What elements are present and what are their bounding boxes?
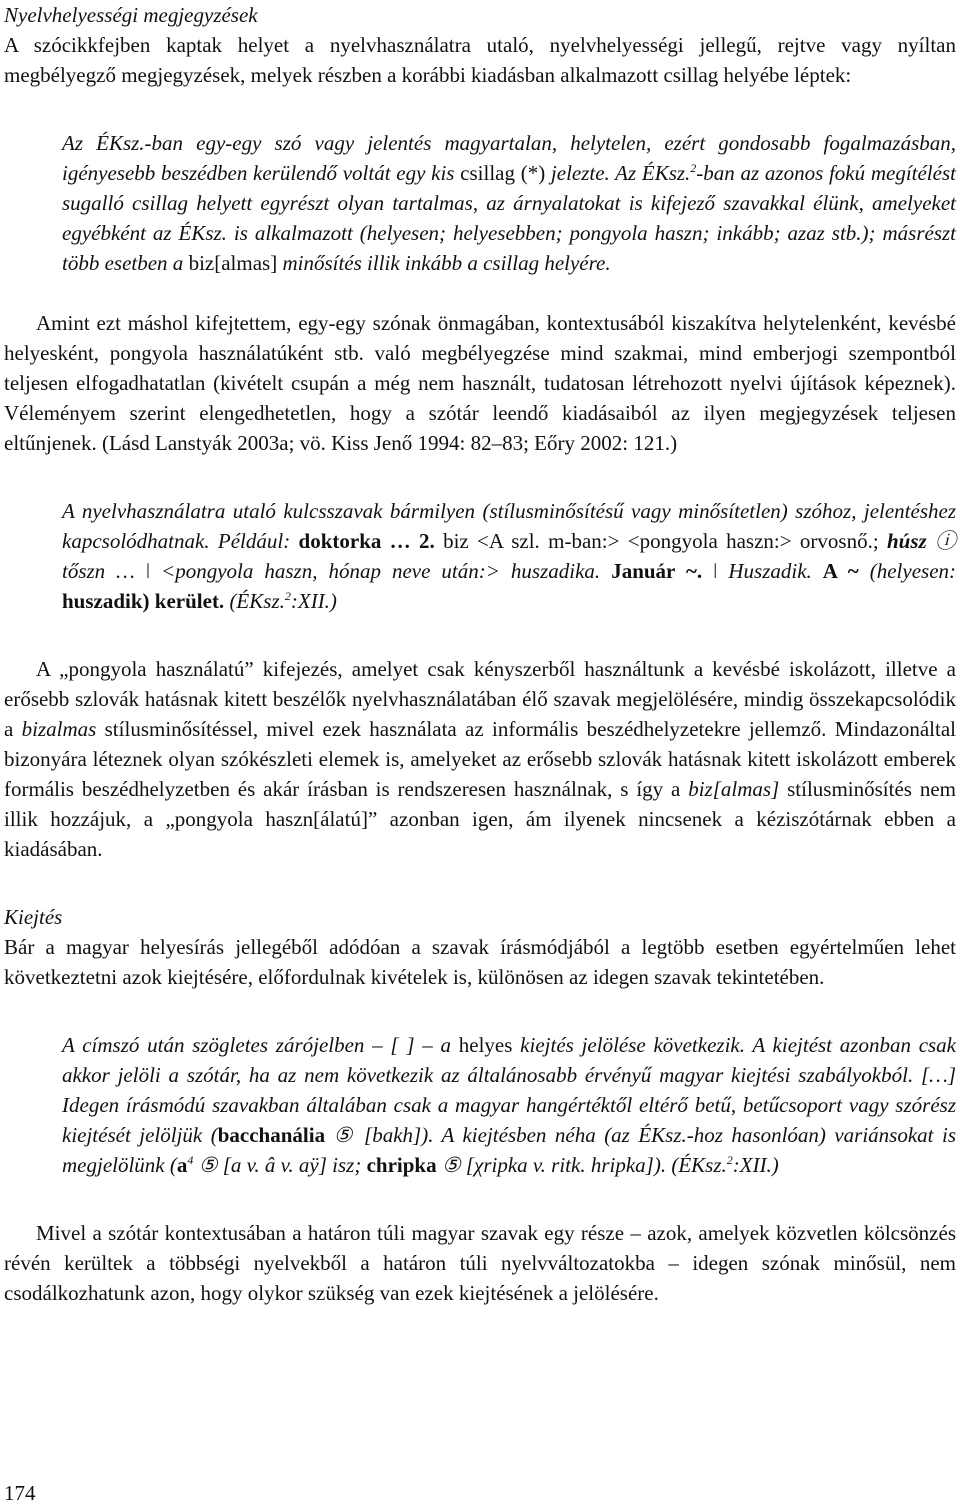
section-heading-kiejtes: Kiejtés — [4, 905, 63, 929]
paragraph-text: A „pongyola használatú” kifejezés, amelyet csak kényszerből használtunk a kevésbé iskolázott, illetve a erősebb szlovák hatásnak kitett beszélők nyelvhasználatában élő szavak megjelölésére, mindig összekapcsolódik a — [4, 657, 956, 741]
quote-text: ⑤ [χripka v. ritk. hripka]). (ÉKsz. — [436, 1153, 727, 1177]
headword-bold: chripka — [366, 1153, 437, 1177]
headword-bold: Január ~. — [611, 559, 703, 583]
quote-text-upright: biz <A szl. m-ban:> <pongyola haszn:> orvosnő.; — [434, 529, 887, 553]
quote-text: (ÉKsz. — [224, 589, 285, 613]
quote-text: :XII.) — [290, 589, 337, 613]
quote-text: -ban az azonos fokú megítélést sugalló csillag helyett egyrészt olyan tartalmas, az árnyalatokat is kifejező szavakkal élünk, amelyeket egyébként az ÉKsz. is alkalmazott (helyesen; helyesebben; pongyola haszn; inkább; azaz stb.); másrészt több esetben a — [62, 161, 956, 275]
quote-text: (helyesen: — [858, 559, 957, 583]
quote-text: :XII.) — [732, 1153, 779, 1177]
paragraph-kiejtes-intro: Bár a magyar helyesírás jellegéből adódóan a szavak írásmódjából a legtöbb esetben egyértelműen lehet következtetni azok kiejtésére, előfordulnak kivételek is, különösen az idegen szavak tekintetében. — [4, 935, 956, 989]
paragraph-text: stílusminősítéssel, mivel ezek használata az informális beszédhelyzetekre jellemző. Mindazonáltal bizonyára léteznek olyan szókészleti elemek is, amelyeket az erősebb szlovák hatásnak kitett iskolázott emberek formális beszédhelyzetben és akár írásban is rendszeresen használnak, s így a — [4, 717, 956, 801]
paragraph-text-italic: bizalmas — [21, 717, 97, 741]
paragraph-intro: A szócikkfejben kaptak helyet a nyelvhasználatra utaló, nyelvhelyességi jellegű, rejtve vagy nyíltan megbélyegző megjegyzések, melyek részben a korábbi kiadásban alkalmazott csillag helyébe léptek: — [4, 33, 956, 87]
quote-text: ⓘ tőszn … ǀ <pongyola haszn, hónap neve után:> huszadika. — [62, 529, 957, 583]
superscript: 2 — [726, 1153, 733, 1167]
paragraph-pongyola — [4, 654, 956, 864]
quote-text: kiejtés jelölése következik. A kiejtést azonban csak akkor jelöli a szótár, ha az nem következik az általánosabb érvényű magyar kiejtési szabályokból. […] Idegen írásmódú szavakban általában csak a magyar hangértéktől eltérő betű, betűcsoport vagy szórész kiejtését jelöljük ( — [62, 1033, 957, 1147]
paragraph-text-italic: biz[almas] — [688, 777, 780, 801]
superscript: 2 — [284, 589, 291, 603]
quote-text: Az ÉKsz.-ban egy-egy szó vagy jelentés magyartalan, helytelen, ezért gondosabb fogalmazásban, igényesebb beszédben kerülendő voltát egy kis — [62, 131, 956, 185]
quote-text: ǀ Huszadik. — [702, 559, 823, 583]
paragraph-mivel: Mivel a szótár kontextusában a határon túli magyar szavak egy része – azok, amelyek közvetlen kölcsönzés révén kerültek a többségi nyelvekből a határon túli nyelvváltozatokba – idegen szónak minősül, nem csodálkozhatunk azon, hogy olykor szükség van ezek kiejtésének a jelölésére. — [4, 1221, 956, 1305]
quote-text: A nyelvhasználatra utaló kulcsszavak bármilyen (stílusminősítésű vagy minősítetlen) szóhoz, jelentéshez kapcsolódhatnak. Például: — [62, 499, 956, 553]
quote-text-upright: helyes — [458, 1033, 513, 1057]
quote-text-upright: csillag (*) — [460, 161, 546, 185]
blockquote-kulcsszavak — [4, 496, 956, 616]
quote-text-upright: biz[almas] — [188, 251, 278, 275]
headword-bold: húsz — [886, 529, 927, 553]
quote-text: minősítés illik inkább a csillag helyére. — [277, 251, 611, 275]
quote-text: ⑤ [a v. â v. aÿ] isz; — [193, 1153, 367, 1177]
headword-bold: huszadik) kerület. — [62, 589, 225, 613]
blockquote-eksz-csillag — [4, 128, 956, 278]
section-heading-nyelvhelyessegi: Nyelvhelyességi megjegyzések — [4, 3, 258, 27]
headword-bold: bacchanália — [217, 1123, 326, 1147]
headword-bold: A ~ — [822, 559, 859, 583]
blockquote-cimszo — [4, 1030, 956, 1180]
superscript: 4 — [187, 1153, 194, 1167]
quote-text: A címszó után szögletes zárójelben – [ ] – a — [62, 1033, 459, 1057]
paragraph-amint: Amint ezt máshol kifejtettem, egy-egy szónak önmagában, kontextusából kiszakítva helytelenként, kevésbé helyesként, pongyola használatúként stb. való megbélyegzése mind szakmai, mind emberjogi szempontból teljesen elfogadhatatlan (kivételt csupán a még nem használt, tudatosan létrehozott nyelvi újítások képeznek). Véleményem szerint elengedhetetlen, hogy a szótár leendő kiadásaiból az ilyen megjegyzések teljesen eltűnjenek. (Lásd Lanstyák 2003a; vö. Kiss Jenő 1994: 82–83; Eőry 2002: 121.) — [4, 311, 956, 455]
superscript: 2 — [690, 161, 697, 175]
document-page — [4, 0, 956, 1308]
quote-text: jelezte. Az ÉKsz. — [545, 161, 691, 185]
quote-text: ⑤ [bakh]). A kiejtésben néha (az ÉKsz.-hoz hasonlóan) variánsokat is megjelölünk ( — [62, 1123, 956, 1177]
paragraph-text: stílusminősítés nem illik hozzájuk, a „pongyola haszn[álatú]” azonban igen, ám ilyenek nincsenek a kéziszótárnak ebben a kiadásában. — [4, 777, 956, 861]
page-number: 174 — [4, 1481, 36, 1505]
headword-bold: doktorka … 2. — [298, 529, 435, 553]
headword-bold: a — [176, 1153, 188, 1177]
